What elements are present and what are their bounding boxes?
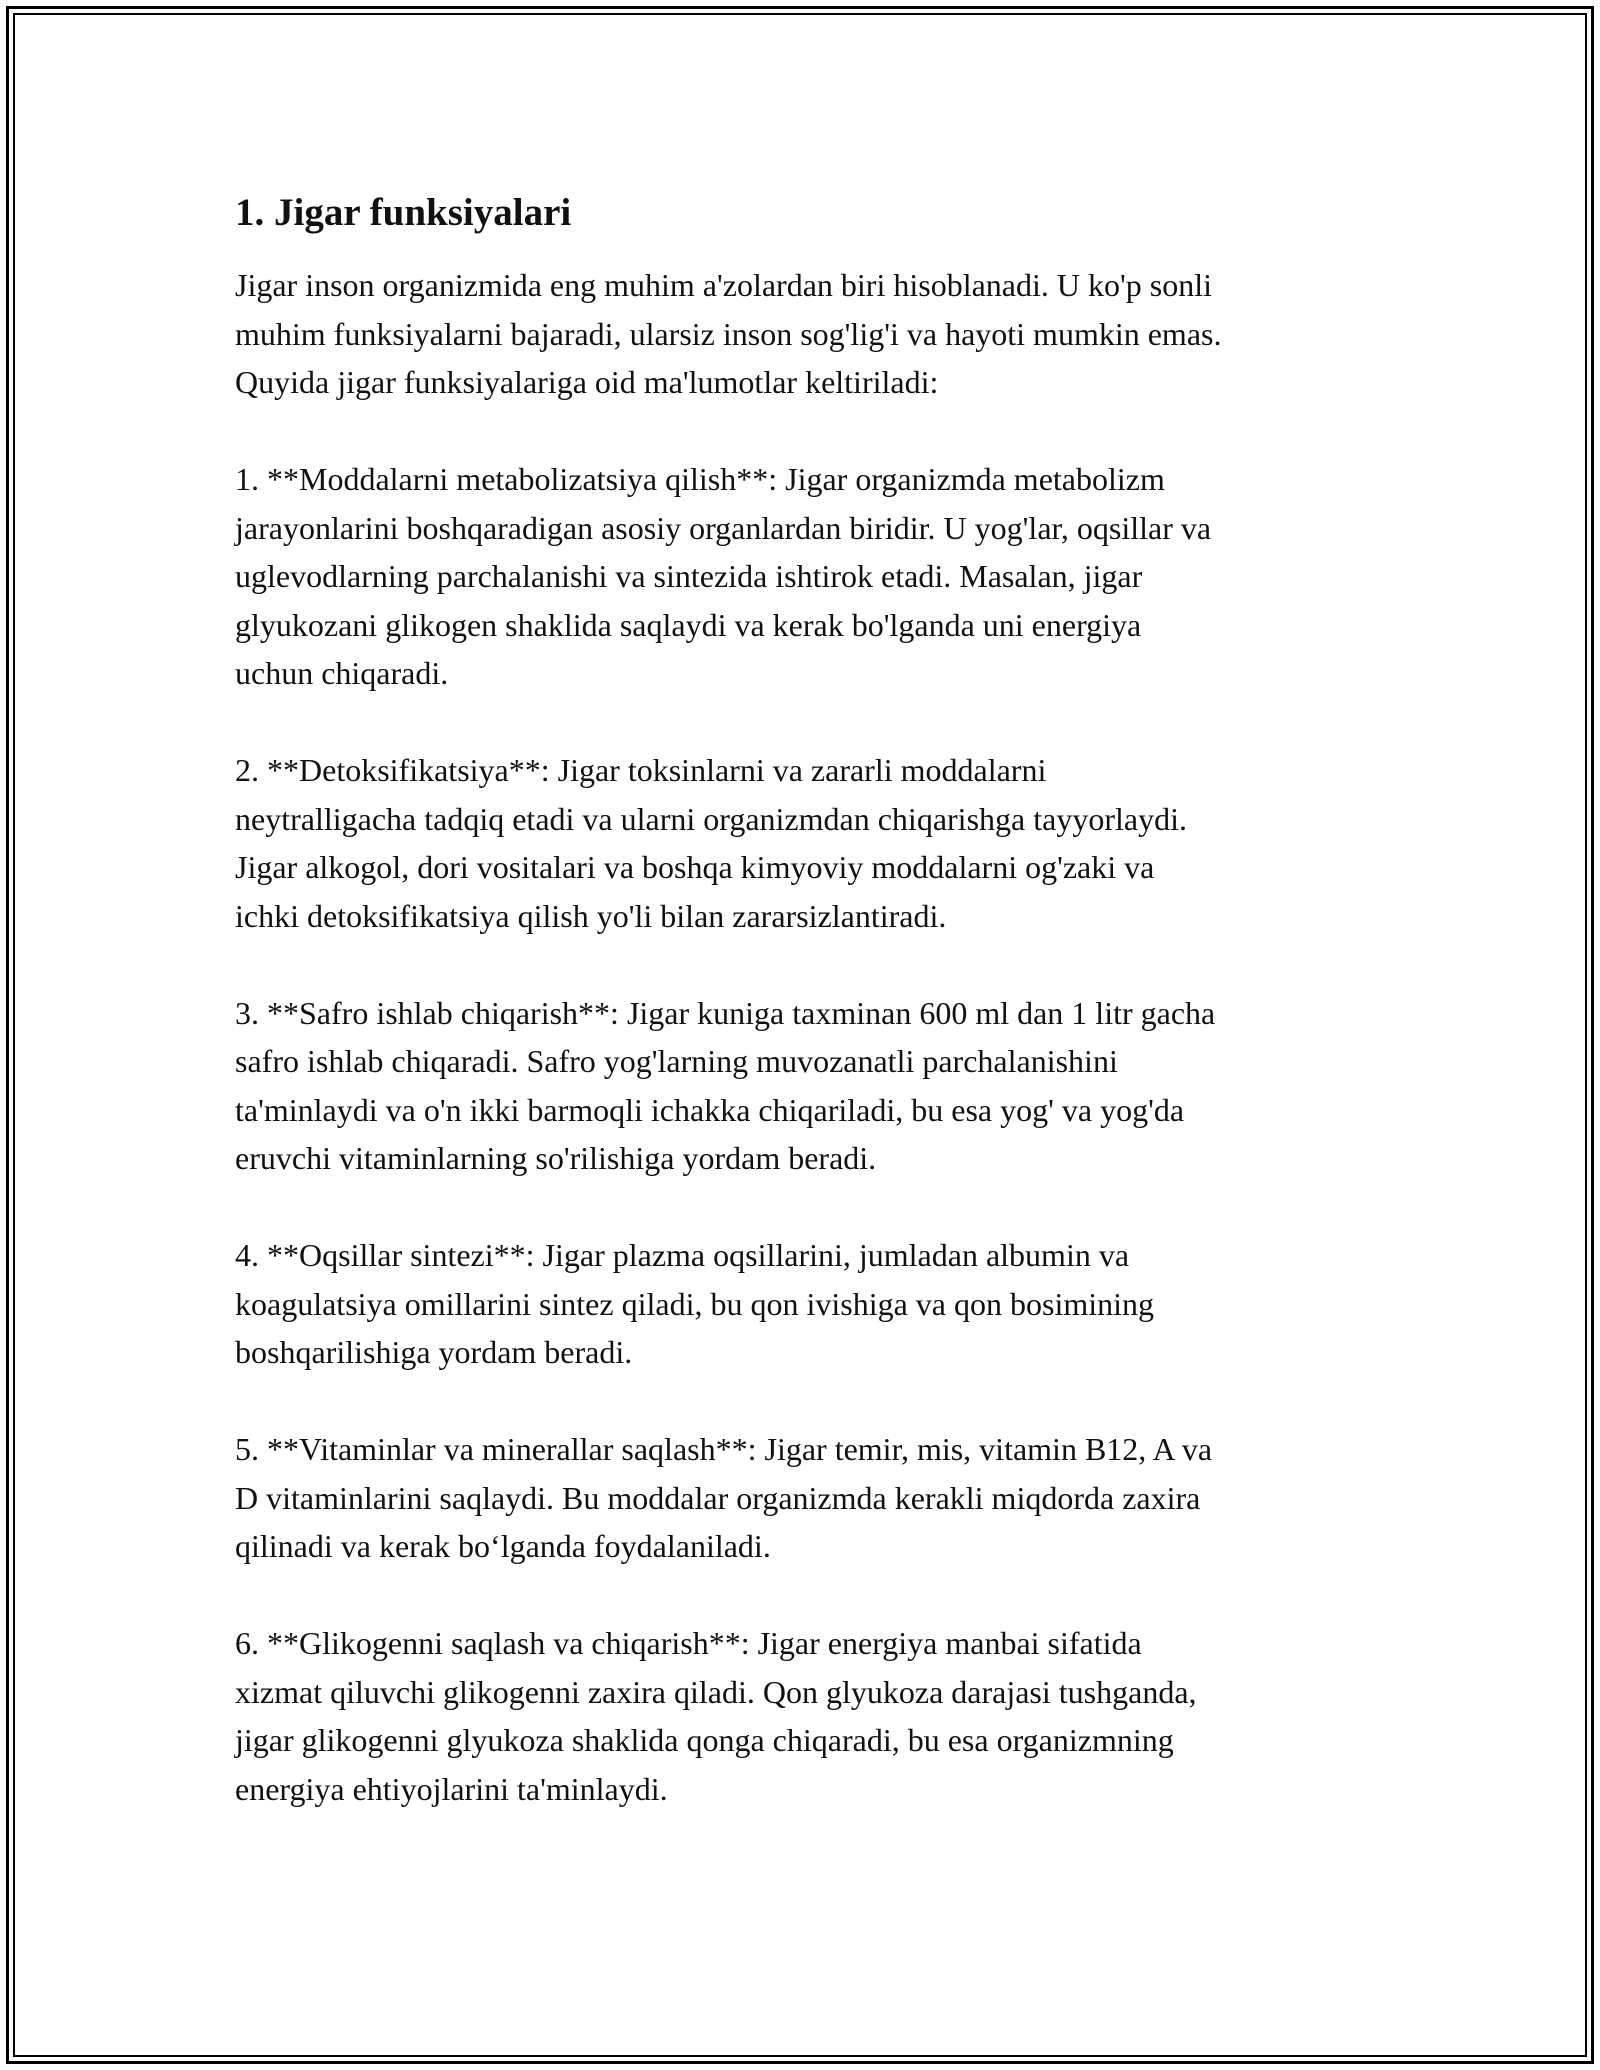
list-item-vitamin-storage <box>235 1425 1375 1571</box>
paragraph-line: jarayonlarini boshqaradigan asosiy organlardan biridir. U yog'lar, oqsillar va <box>235 509 1212 546</box>
paragraph-line: boshqarilishiga yordam beradi. <box>235 1334 633 1370</box>
list-item-metabolism <box>235 455 1375 698</box>
paragraph-line: jigar glikogenni glyukoza shaklida qonga chiqaradi, bu esa organizmning <box>235 1722 1174 1758</box>
paragraph-line: Jigar alkogol, dori vositalari va boshqa kimyoviy moddalarni og'zaki va <box>235 849 1155 885</box>
list-item-bile-production <box>235 989 1375 1183</box>
paragraph-line: xizmat qiluvchi glikogenni zaxira qiladi. Qon glyukoza darajasi tushganda, <box>235 1673 1197 1710</box>
paragraph-line: Jigar inson organizmida eng muhim a'zolardan biri hisoblanadi. U ko'p sonli <box>235 267 1212 303</box>
paragraph-line: qilinadi va kerak bo‘lganda foydalaniladi. <box>235 1528 771 1564</box>
paragraph-line: ichki detoksifikatsiya qilish yo'li bilan zararsizlantiradi. <box>235 897 947 934</box>
paragraph-line: 6. **Glikogenni saqlash va chiqarish**: Jigar energiya manbai sifatida <box>235 1625 1142 1661</box>
list-item-detoxification <box>235 746 1375 940</box>
paragraph-line: neytralligacha tadqiq etadi va ularni organizmdan chiqarishga tayyorlaydi. <box>235 800 1187 837</box>
paragraph-line: safro ishlab chiqaradi. Safro yog'larning muvozanatli parchalanishini <box>235 1043 1118 1079</box>
section-heading: 1. Jigar funksiyalari <box>235 191 572 234</box>
paragraph-line: ta'minlaydi va o'n ikki barmoqli ichakka chiqariladi, bu esa yog' va yog'da <box>235 1091 1185 1128</box>
paragraph-line: 2. **Detoksifikatsiya**: Jigar toksinlarni va zararli moddalarni <box>235 752 1047 788</box>
paragraph-line: D vitaminlarini saqlaydi. Bu moddalar organizmda kerakli miqdorda zaxira <box>235 1479 1201 1516</box>
paragraph-line: muhim funksiyalarni bajaradi, ularsiz inson sog'lig'i va hayoti mumkin emas. <box>235 315 1222 352</box>
paragraph-line: glyukozani glikogen shaklida saqlaydi va kerak bo'lganda uni energiya <box>235 606 1142 643</box>
paragraph-line: 1. **Moddalarni metabolizatsiya qilish**: Jigar organizmda metabolizm <box>235 461 1165 497</box>
paragraph-line: uchun chiqaradi. <box>235 655 449 691</box>
list-item-glycogen <box>235 1619 1375 1813</box>
paragraph-line: eruvchi vitaminlarning so'rilishiga yordam beradi. <box>235 1140 877 1176</box>
paragraph-line: koagulatsiya omillarini sintez qiladi, bu qon ivishiga va qon bosimining <box>235 1285 1154 1322</box>
paragraph-line: 5. **Vitaminlar va minerallar saqlash**: Jigar temir, mis, vitamin B12, A va <box>235 1431 1213 1467</box>
intro-paragraph <box>235 261 1375 407</box>
paragraph-line: uglevodlarning parchalanishi va sintezida ishtirok etadi. Masalan, jigar <box>235 558 1143 594</box>
list-item-protein-synthesis <box>235 1231 1375 1377</box>
document-content <box>235 187 1375 1862</box>
paragraph-line: 4. **Oqsillar sintezi**: Jigar plazma oqsillarini, jumladan albumin va <box>235 1237 1130 1273</box>
paragraph-line: energiya ehtiyojlarini ta'minlaydi. <box>235 1770 668 1807</box>
paragraph-line: Quyida jigar funksiyalariga oid ma'lumotlar keltiriladi: <box>235 364 939 400</box>
paragraph-line: 3. **Safro ishlab chiqarish**: Jigar kuniga taxminan 600 ml dan 1 litr gacha <box>235 994 1216 1031</box>
